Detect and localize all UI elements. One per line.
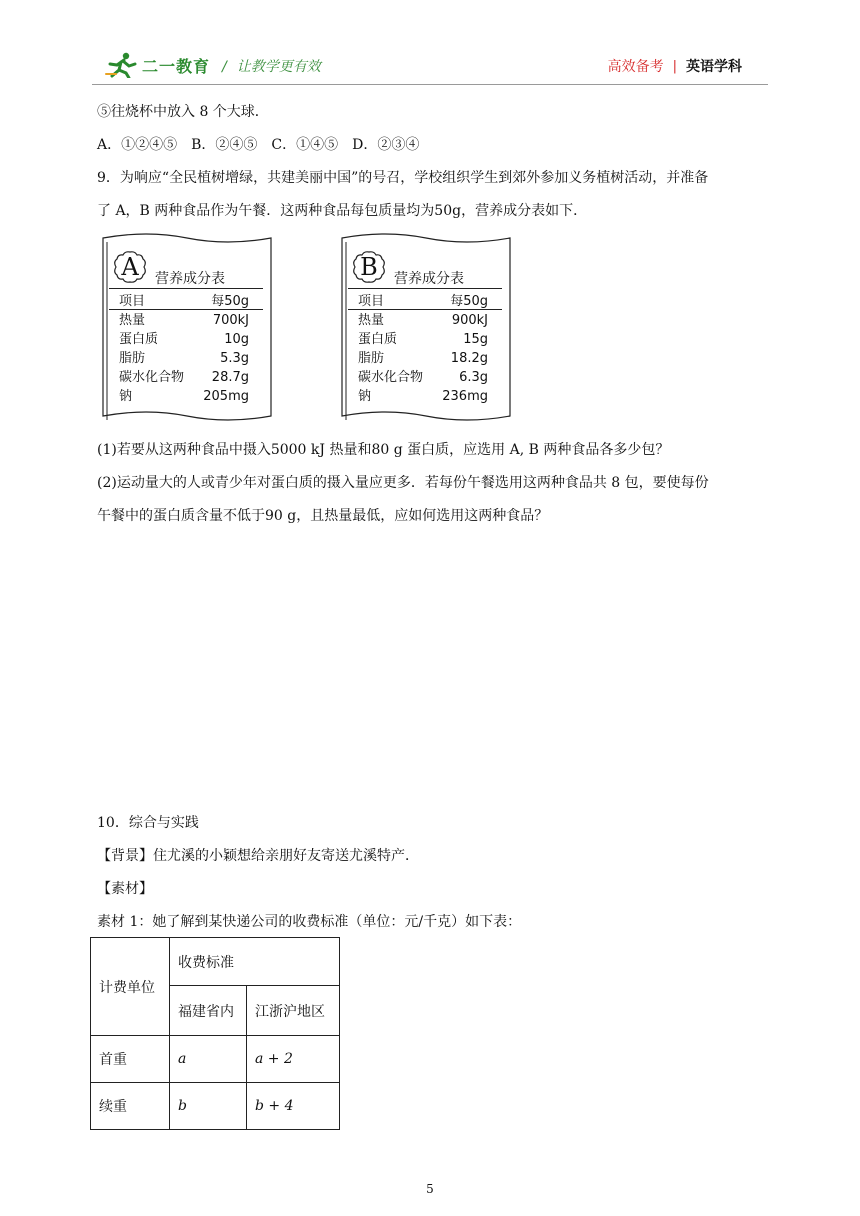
slogan-text: 让教学更有效 bbox=[236, 59, 321, 75]
card-row bbox=[358, 330, 488, 349]
q8-item-5: ⑤往烧杯中放入 8 个大球． bbox=[97, 104, 269, 120]
header-separator: | bbox=[672, 58, 677, 74]
q9-part2-line2: 午餐中的蛋白质含量不低于90 g，且热量最低，应如何选用这两种食品？ bbox=[97, 508, 549, 524]
table-cell: b + 4 bbox=[247, 1083, 340, 1130]
card-rule bbox=[109, 288, 263, 289]
nutrient-value: 6.3g bbox=[459, 370, 488, 385]
q9-part1: (1)若要从这两种食品中摄入5000 kJ 热量和80 g 蛋白质，应选用 A, B 两种食品各多少包？ bbox=[97, 442, 670, 458]
nutrient-name: 脂肪 bbox=[358, 351, 385, 366]
card-row bbox=[358, 368, 488, 387]
nutrition-card-b bbox=[338, 228, 514, 428]
nutrient-name: 蛋白质 bbox=[358, 332, 398, 347]
nutrient-name: 碳水化合物 bbox=[119, 370, 185, 385]
nutrient-value: 900kJ bbox=[451, 313, 488, 328]
card-rows bbox=[358, 311, 488, 406]
card-header-per: 每50g bbox=[450, 294, 488, 309]
nutrient-name: 热量 bbox=[119, 313, 146, 328]
runner-icon bbox=[104, 52, 138, 78]
table-group-header: 收费标准 bbox=[170, 938, 340, 986]
table-col-header: 福建省内 bbox=[170, 986, 247, 1036]
card-row bbox=[119, 330, 249, 349]
nutrient-value: 700kJ bbox=[212, 313, 249, 328]
card-rule bbox=[348, 288, 502, 289]
header-divider bbox=[92, 84, 768, 85]
table-row-header: 计费单位 bbox=[91, 938, 170, 1036]
q10-title: 10．综合与实践 bbox=[97, 815, 199, 831]
card-title: 营养成分表 bbox=[394, 271, 464, 287]
card-row bbox=[119, 311, 249, 330]
nutrient-value: 236mg bbox=[442, 389, 488, 404]
card-row bbox=[358, 349, 488, 368]
q10-background: 【背景】住尤溪的小颖想给亲朋好友寄送尤溪特产． bbox=[97, 848, 419, 864]
q10-material-heading: 【素材】 bbox=[97, 881, 153, 897]
card-rule bbox=[109, 309, 263, 310]
card-letter: B bbox=[360, 253, 378, 281]
card-row bbox=[119, 387, 249, 406]
page-number: 5 bbox=[426, 1182, 434, 1196]
nutrient-name: 热量 bbox=[358, 313, 385, 328]
card-header-item: 项目 bbox=[358, 294, 385, 309]
card-letter: A bbox=[121, 253, 139, 281]
card-header-per: 每50g bbox=[211, 294, 249, 309]
nutrient-name: 脂肪 bbox=[119, 351, 146, 366]
nutrient-value: 28.7g bbox=[211, 370, 249, 385]
q10-material-1: 素材 1：她了解到某快递公司的收费标准（单位：元/千克）如下表： bbox=[97, 914, 522, 930]
nutrient-name: 钠 bbox=[119, 389, 133, 404]
brand-logo bbox=[104, 50, 210, 80]
table-col-header: 江浙沪地区 bbox=[247, 986, 340, 1036]
q8-options: A．①②④⑤ B．②④⑤ C．①④⑤ D．②③④ bbox=[97, 137, 420, 153]
table-cell: b bbox=[170, 1083, 247, 1130]
nutrient-value: 15g bbox=[463, 332, 488, 347]
table-cell: a + 2 bbox=[247, 1036, 340, 1083]
table-row-label: 首重 bbox=[91, 1036, 170, 1083]
card-header-row bbox=[358, 290, 488, 309]
nutrient-name: 蛋白质 bbox=[119, 332, 159, 347]
header-tagline: 高效备考 bbox=[607, 59, 664, 75]
card-row bbox=[119, 349, 249, 368]
q9-part2-line1: (2)运动量大的人或青少年对蛋白质的摄入量应更多．若每份午餐选用这两种食品共 8 包，要使每份 bbox=[97, 475, 709, 491]
card-header-item: 项目 bbox=[119, 294, 146, 309]
card-rows bbox=[119, 311, 249, 406]
card-title: 营养成分表 bbox=[155, 271, 225, 287]
table-row bbox=[91, 1083, 340, 1130]
nutrient-name: 碳水化合物 bbox=[358, 370, 424, 385]
card-row bbox=[119, 368, 249, 387]
nutrient-name: 钠 bbox=[358, 389, 372, 404]
nutrient-value: 10g bbox=[224, 332, 249, 347]
nutrient-value: 18.2g bbox=[450, 351, 488, 366]
logo-text: 二一教育 bbox=[142, 56, 211, 76]
table-cell: a bbox=[170, 1036, 247, 1083]
header-subject: 英语学科 bbox=[686, 59, 742, 75]
nutrient-value: 5.3g bbox=[220, 351, 249, 366]
header-slogan: / 让教学更有效 bbox=[222, 59, 321, 75]
card-rule bbox=[348, 309, 502, 310]
q9-text-line2: 了 A，B 两种食品作为午餐．这两种食品每包质量均为50g，营养成分表如下． bbox=[97, 203, 588, 219]
card-header-row bbox=[119, 290, 249, 309]
card-row bbox=[358, 311, 488, 330]
q9-text-line1: 9．为响应“全民植树增绿，共建美丽中国”的号召，学校组织学生到郊外参加义务植树活动，并准备 bbox=[97, 170, 709, 186]
table-row-label: 续重 bbox=[91, 1083, 170, 1130]
fee-table bbox=[90, 937, 340, 1130]
card-row bbox=[358, 387, 488, 406]
header-right bbox=[608, 56, 742, 76]
nutrition-card-a bbox=[99, 228, 275, 428]
table-row bbox=[91, 1036, 340, 1083]
nutrient-value: 205mg bbox=[203, 389, 249, 404]
